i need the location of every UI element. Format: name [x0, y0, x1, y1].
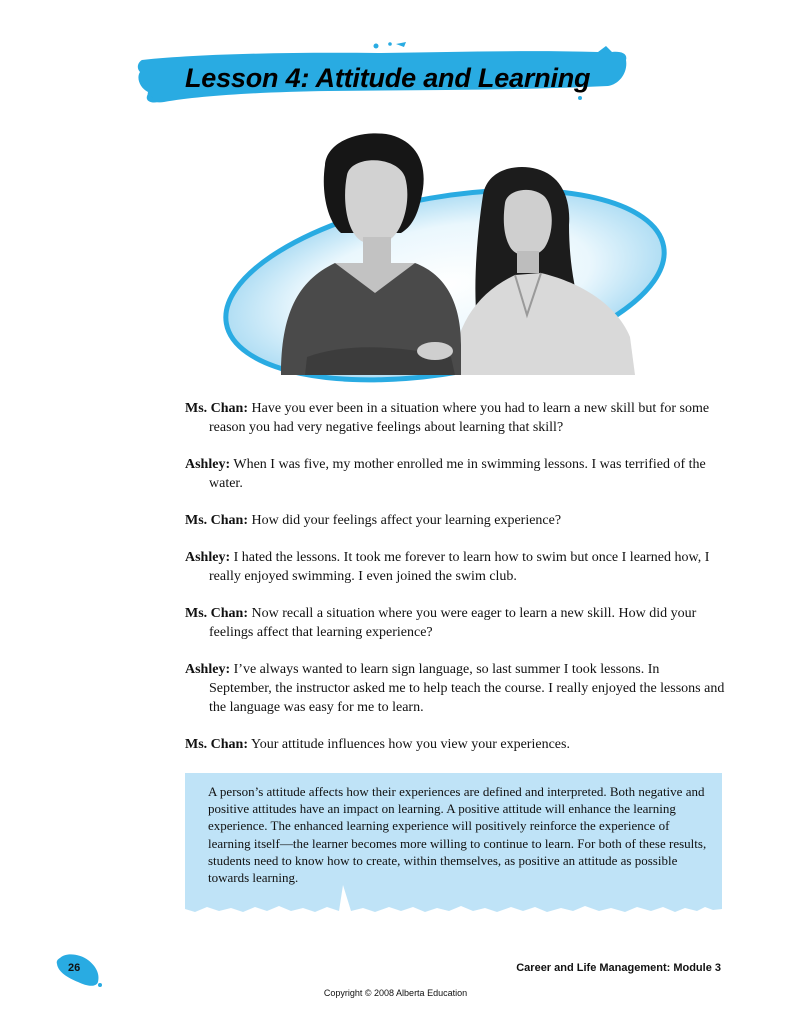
- dialogue-turn: [185, 511, 725, 530]
- dialogue-text: I hated the lessons. It took me forever to learn how to swim but once I learned how, I really enjoyed swimming. I even joined the swim club.: [209, 550, 710, 584]
- page-title: Lesson 4: Attitude and Learning: [185, 63, 591, 93]
- callout-text: A person’s attitude affects how their experiences are defined and interpreted. Both negative and positive attitudes have an impact on learning. A positive attitude will enhance the learning experience. The enhanced learning experience will positively reinforce the experience of learning itself—the learner becomes more willing to continue to learn. For both of these results, students need to know how to create, within themselves, as positive an attitude as possible towards learning.: [208, 784, 707, 886]
- dialogue-turn: [185, 455, 725, 493]
- speaker-name: Ms. Chan:: [185, 737, 249, 752]
- dialogue: [185, 399, 725, 772]
- dialogue-turn: [185, 735, 725, 754]
- dialogue-text: I’ve always wanted to learn sign language, so last summer I took lessons. In September, the instructor asked me to help teach the course. I really enjoyed the lessons and the language was easy for me to learn.: [209, 662, 725, 715]
- dialogue-turn: [185, 399, 725, 437]
- speaker-name: Ashley:: [185, 550, 231, 565]
- photo-illustration: [215, 125, 675, 387]
- speaker-name: Ashley:: [185, 662, 231, 677]
- dialogue-text: Your attitude influences how you view your experiences.: [251, 737, 570, 752]
- dialogue-text: How did your feelings affect your learning experience?: [251, 513, 562, 528]
- copyright-notice: Copyright © 2008 Alberta Education: [323, 988, 468, 998]
- dialogue-turn: [185, 604, 725, 642]
- callout-box: [185, 773, 722, 918]
- page-number: 26: [68, 962, 81, 974]
- people-photo: [215, 125, 675, 387]
- dialogue-turn: [185, 548, 725, 586]
- speaker-name: Ashley:: [185, 457, 231, 472]
- dialogue-text: Now recall a situation where you were eager to learn a new skill. How did your feelings affect that learning experience?: [209, 606, 697, 640]
- dialogue-turn: [185, 660, 725, 717]
- lesson-header: [128, 38, 648, 112]
- dialogue-text: Have you ever been in a situation where you had to learn a new skill but for some reason you had very negative feelings about learning that skill?: [209, 401, 710, 435]
- dialogue-text: When I was five, my mother enrolled me in swimming lessons. I was terrified of the water.: [209, 457, 706, 491]
- speaker-name: Ms. Chan:: [185, 606, 249, 621]
- module-title: Career and Life Management: Module 3: [516, 962, 721, 974]
- speaker-name: Ms. Chan:: [185, 513, 249, 528]
- speaker-name: Ms. Chan:: [185, 401, 249, 416]
